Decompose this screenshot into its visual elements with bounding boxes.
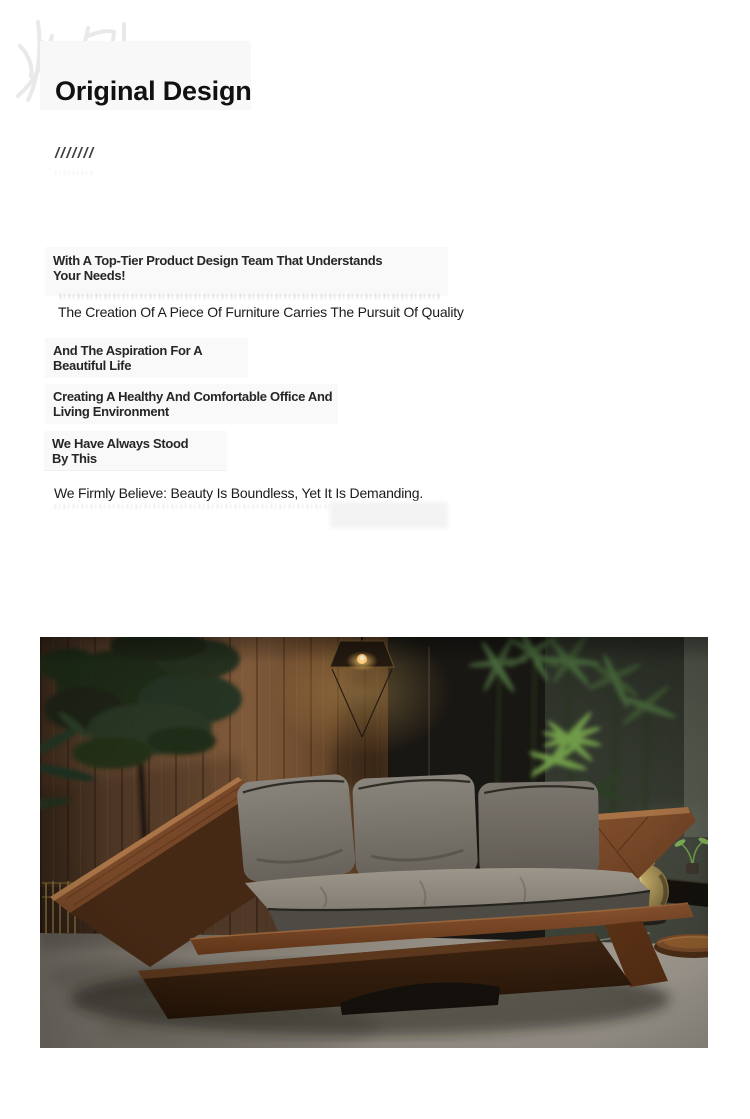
marketing-line: Your Needs! (53, 268, 126, 283)
marketing-line: Beautiful Life (53, 358, 132, 373)
marketing-line: With A Top-Tier Product Design Team That Understands (53, 253, 383, 268)
marketing-line: The Creation Of A Piece Of Furniture Carries The Pursuit Of Quality (58, 304, 464, 320)
page-title: Original Design (55, 76, 252, 107)
marketing-line: By This (52, 451, 97, 466)
marketing-block-stood-by (44, 431, 227, 471)
product-photo (40, 637, 708, 1048)
marketing-line: We Have Always Stood (52, 436, 189, 451)
marketing-block-environment (45, 384, 338, 424)
marketing-block-aspiration (45, 338, 248, 378)
sofa-scene (40, 637, 708, 1048)
blurred-text-artifact (330, 502, 448, 528)
marketing-block-design-team (45, 247, 448, 296)
marketing-line: We Firmly Believe: Beauty Is Boundless, Yet It Is Demanding. (54, 485, 424, 501)
marketing-block-creation (58, 304, 464, 320)
marketing-line: Creating A Healthy And Comfortable Office And (53, 389, 333, 404)
marketing-block-believe (54, 485, 423, 501)
blurred-text-artifact (55, 171, 95, 175)
blurred-text-artifact (60, 294, 440, 299)
marketing-line: Living Environment (53, 404, 169, 419)
photo-vignette (40, 637, 708, 1048)
slash-decoration: /////// (55, 145, 95, 162)
marketing-line: And The Aspiration For A (53, 343, 203, 358)
